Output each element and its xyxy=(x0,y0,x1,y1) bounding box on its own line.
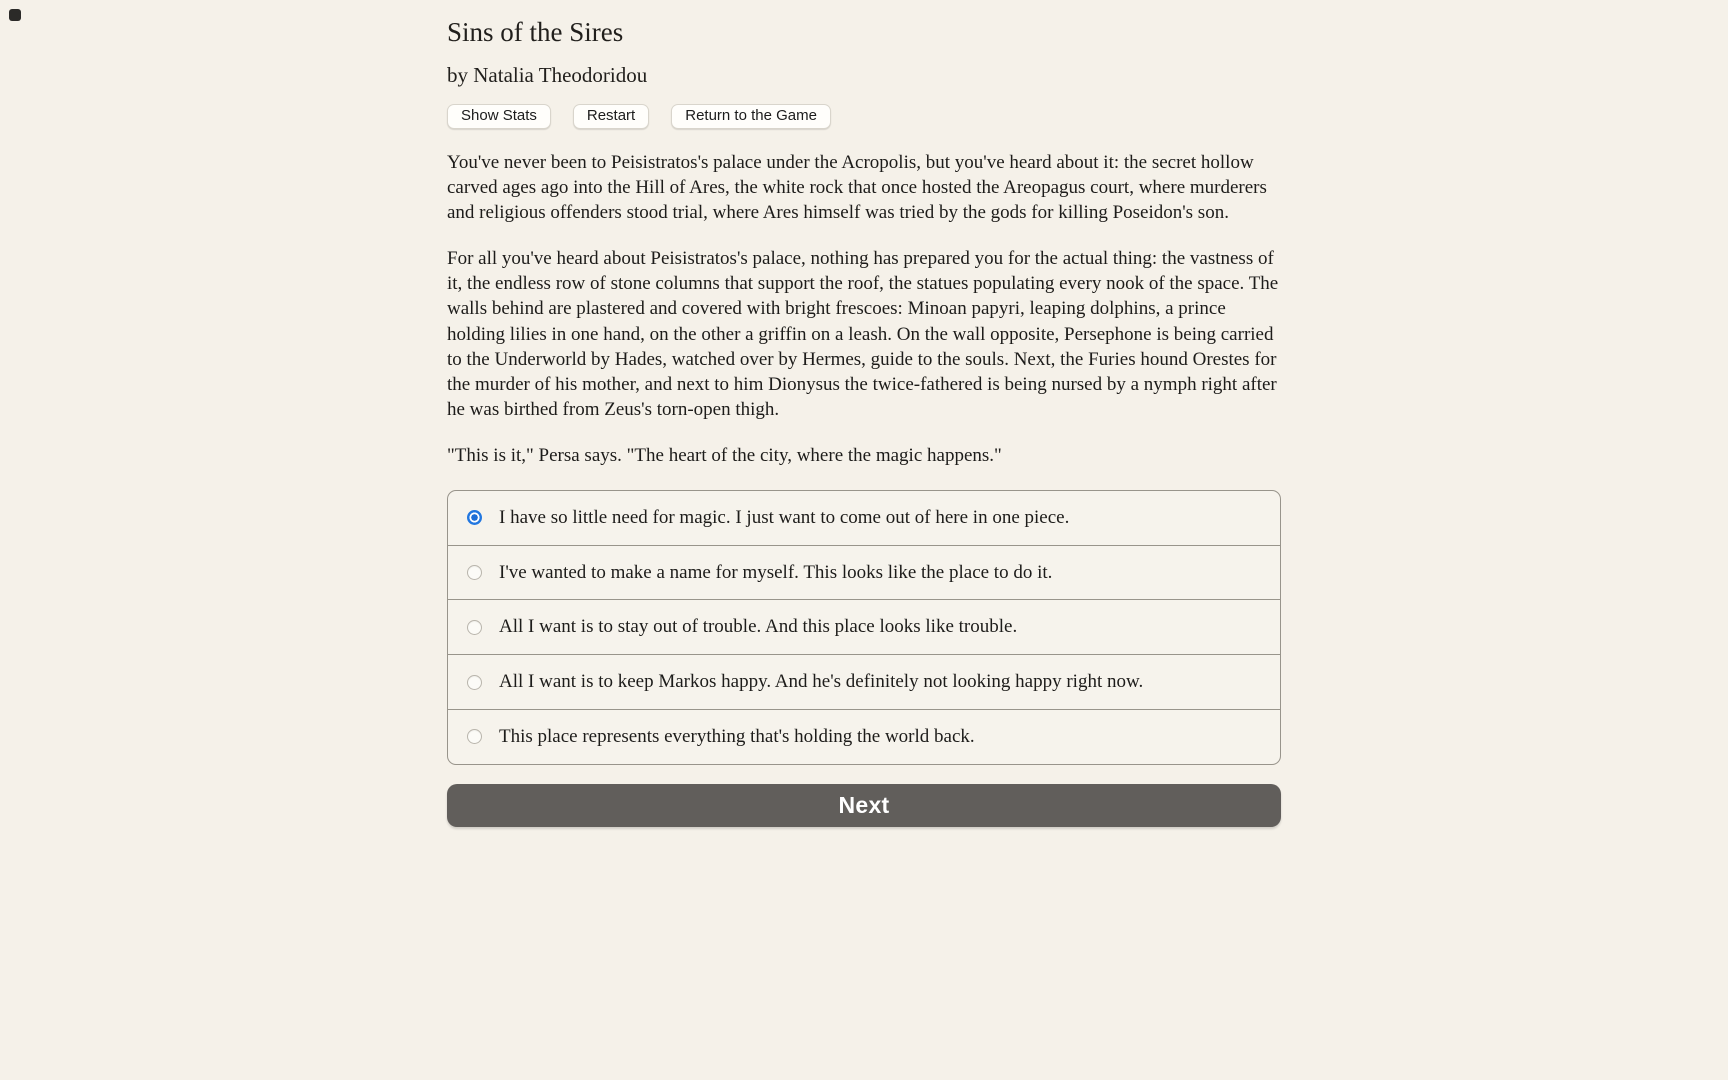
radio-button-icon[interactable] xyxy=(467,675,482,690)
choice-option-2[interactable] xyxy=(448,546,1280,601)
choice-option-5[interactable] xyxy=(448,710,1280,764)
choice-label: I've wanted to make a name for myself. This looks like the place to do it. xyxy=(499,561,1053,583)
next-button[interactable]: Next xyxy=(447,784,1281,827)
choice-option-4[interactable] xyxy=(448,655,1280,710)
return-to-game-button[interactable]: Return to the Game xyxy=(671,104,831,130)
radio-button-icon[interactable] xyxy=(467,620,482,635)
radio-button-icon[interactable] xyxy=(467,565,482,580)
story-paragraph: For all you've heard about Peisistratos's palace, nothing has prepared you for the actual thing: the vastness of it, the endless row of stone columns that support the roof, the statues populating every nook of the space. The walls behind are plastered and covered with bright frescoes: Minoan papyri, leaping dolphins, a prince holding lilies in one hand, on the other a griffin on a leash. On the wall opposite, Persephone is being carried to the Underworld by Hades, watched over by Hermes, guide to the souls. Next, the Furies hound Orestes for the murder of his mother, and next to him Dionysus the twice-fathered is being nursed by a nymph right after he was birthed from Zeus's torn-open thigh. xyxy=(447,248,1279,420)
radio-button-icon[interactable] xyxy=(467,510,482,525)
restart-button[interactable]: Restart xyxy=(573,104,649,130)
choice-label: This place represents everything that's holding the world back. xyxy=(499,725,975,747)
radio-button-icon[interactable] xyxy=(467,729,482,744)
choice-label: I have so little need for magic. I just want to come out of here in one piece. xyxy=(499,506,1070,528)
show-stats-button[interactable]: Show Stats xyxy=(447,104,551,130)
toolbar xyxy=(447,104,1281,130)
page-title: Sins of the Sires xyxy=(447,17,624,47)
choice-label: All I want is to stay out of trouble. And this place looks like trouble. xyxy=(499,616,1018,638)
choice-option-1[interactable] xyxy=(448,491,1280,546)
story-text xyxy=(447,150,1281,468)
corner-dot xyxy=(9,9,21,21)
game-page xyxy=(447,0,1281,827)
game-author: by Natalia Theodoridou xyxy=(447,63,648,88)
story-paragraph: You've never been to Peisistratos's palace under the Acropolis, but you've heard about it: the secret hollow carved ages ago into the Hill of Ares, the white rock that once hosted the Areopagus court, where murderers and religious offenders stood trial, where Ares himself was tried by the gods for killing Poseidon's son. xyxy=(447,152,1267,224)
choice-list xyxy=(447,490,1281,765)
choice-option-3[interactable] xyxy=(448,600,1280,655)
story-paragraph-dialogue: "This is it," Persa says. "The heart of the city, where the magic happens." xyxy=(447,444,1002,466)
choice-label: All I want is to keep Markos happy. And he's definitely not looking happy right now. xyxy=(499,671,1144,693)
